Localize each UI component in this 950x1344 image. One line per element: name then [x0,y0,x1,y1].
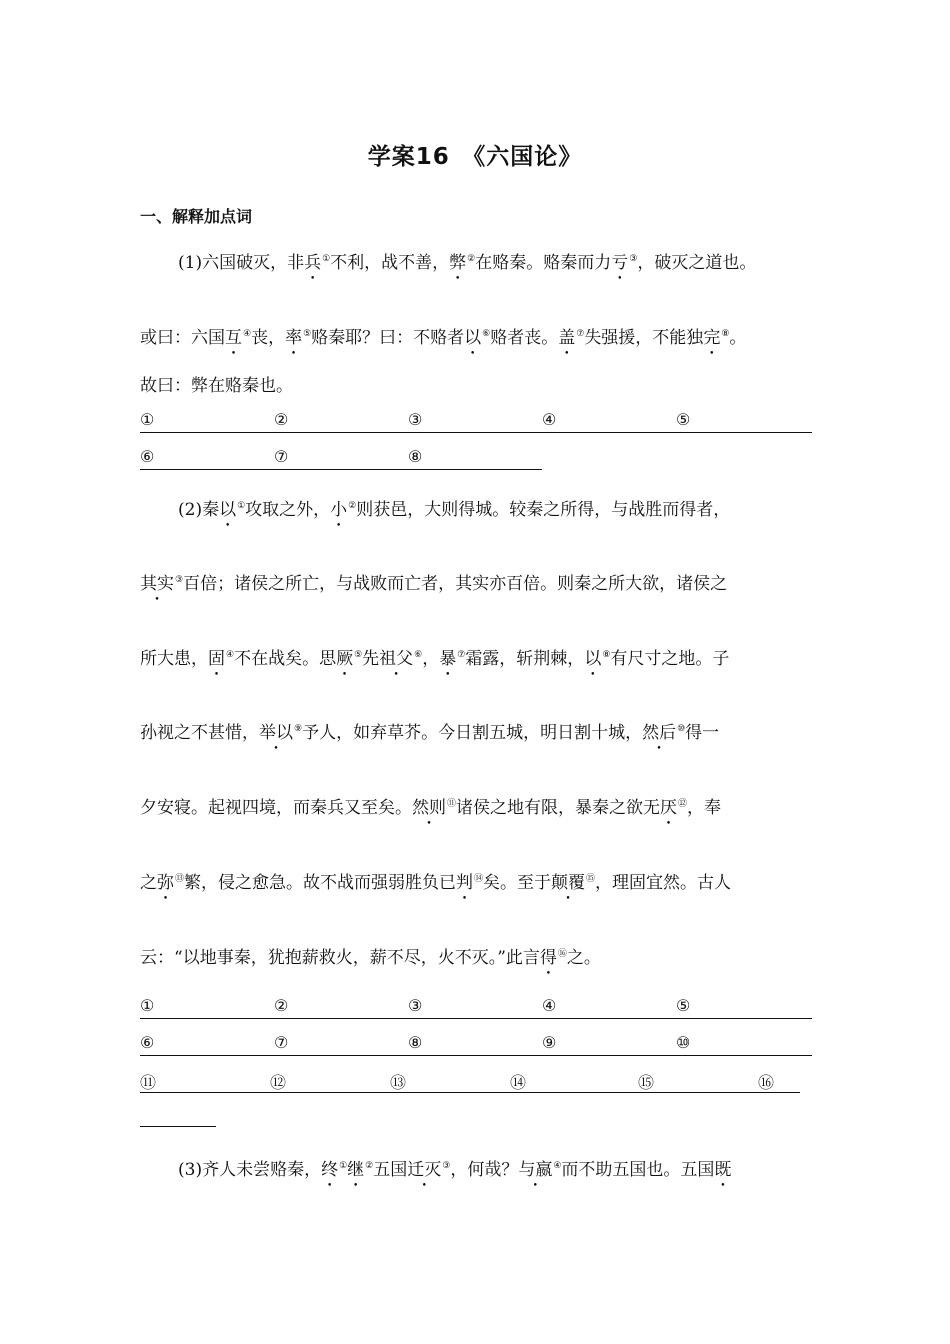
passage-1-line-3: 故曰：弊在赂秦也。 [140,376,293,396]
passage-2-line-1: (2)秦以①攻取之外，小②则获邑，大则得城。较秦之所得，与战胜而得者， [178,500,731,520]
answer-blanks-1-row-2[interactable]: ⑥ ⑦ ⑧ [140,447,542,470]
passage-2-line-5: 夕安寝。起视四境，而秦兵又至矣。然则⑪诸侯之地有限，暴秦之欲无厌⑫，奉 [140,798,722,818]
passage-2-line-4: 孙视之不甚惜，举以⑨予人，如弃草芥。今日割五城，明日割十城，然后⑩得一 [140,723,720,743]
answer-blanks-2-row-1[interactable]: ① ② ③ ④ ⑤ [140,996,812,1019]
answer-blank-continuation[interactable] [140,1126,216,1127]
passage-2-line-3: 所大患，固④不在战矣。思厥⑤先祖父⑥，暴⑦霜露，斩荆棘，以⑧有尺寸之地。子 [140,649,730,669]
passage-1-line-1: (1)六国破灭，非兵①不利，战不善，弊②在赂秦。赂秦而力亏③，破灭之道也。 [178,253,757,273]
passage-1-line-2: 或曰：六国互④丧，率⑤赂秦耶？曰：不赂者以⑥赂者丧。盖⑦失强援，不能独完⑧。 [140,328,747,348]
page-title: 学案16 《六国论》 [367,144,583,170]
section-heading: 一、解释加点词 [140,207,253,226]
passage-2-line-6: 之弥⑬繁，侵之愈急。故不战而强弱胜负已判⑭矣。至于颠覆⑮，理固宜然。古人 [140,873,732,893]
passage-2-line-7: 云：“以地事秦，犹抱薪救火，薪不尽，火不灭。”此言得⑯之。 [140,948,601,968]
passage-2-line-2: 其实③百倍；诸侯之所亡，与战败而亡者，其实亦百倍。则秦之所大欲，诸侯之 [140,574,728,594]
answer-blanks-2-row-2[interactable]: ⑥ ⑦ ⑧ ⑨ ⑩ [140,1033,812,1056]
passage-3-line-1: (3)齐人未尝赂秦，终①继②五国迁灭③，何哉？与嬴④而不助五国也。五国既 [178,1160,732,1180]
answer-blanks-2-row-3[interactable]: ⑪ ⑫ ⑬ ⑭ ⑮ ⑯ [140,1070,800,1093]
answer-blanks-1-row-1[interactable]: ① ② ③ ④ ⑤ [140,410,812,433]
